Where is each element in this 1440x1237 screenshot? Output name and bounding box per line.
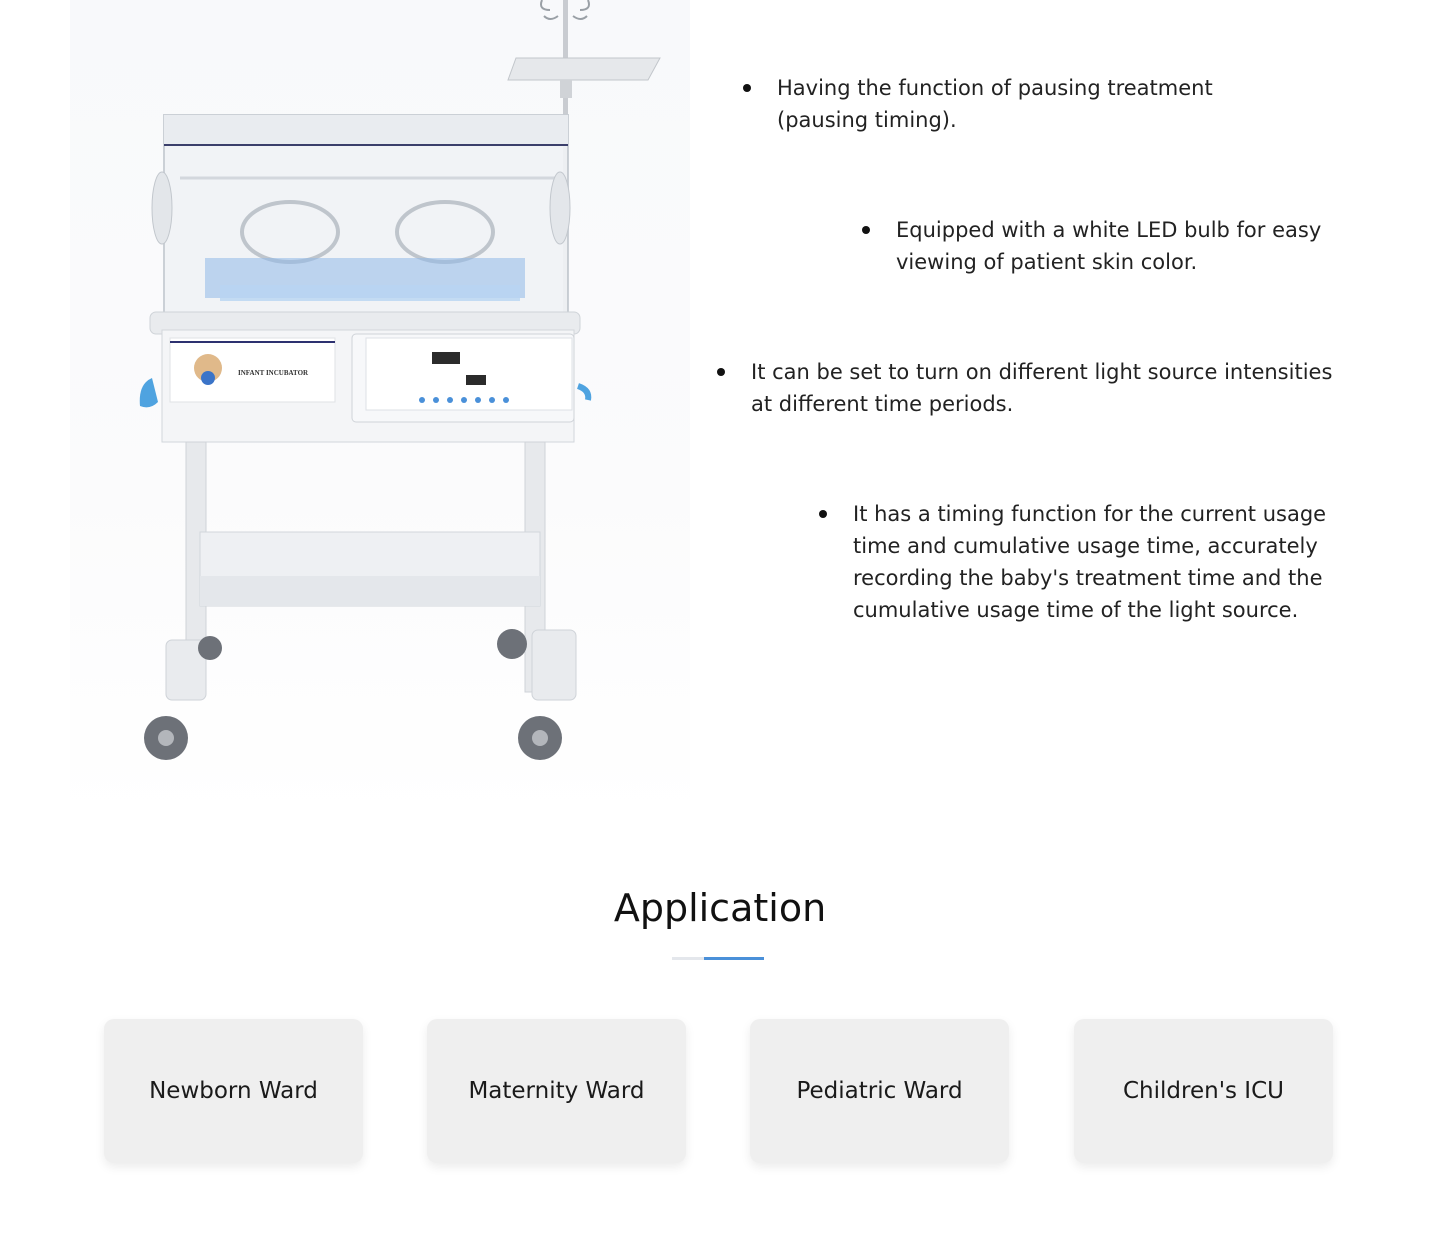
- divider-gray-segment: [672, 957, 704, 960]
- application-card-maternity-ward[interactable]: [427, 1019, 686, 1163]
- feature-text: It can be set to turn on different light source intensities at different time periods.: [751, 360, 1333, 416]
- bullet-dot-icon: [819, 510, 827, 518]
- application-card-newborn-ward[interactable]: [104, 1019, 363, 1163]
- feature-item: [819, 498, 1339, 626]
- divider-accent-segment: [704, 957, 764, 960]
- svg-text:INFANT INCUBATOR: INFANT INCUBATOR: [238, 369, 309, 377]
- application-card-label: Maternity Ward: [468, 1078, 645, 1104]
- application-card-label: Newborn Ward: [149, 1078, 318, 1104]
- feature-text: It has a timing function for the current usage time and cumulative usage time, accurately recording the baby's treatment time and the cumulative usage time of the light source.: [853, 502, 1327, 622]
- feature-text: Having the function of pausing treatment (pausing timing).: [777, 76, 1213, 132]
- bullet-dot-icon: [862, 226, 870, 234]
- incubator-hood: [152, 115, 570, 315]
- application-card-label: Children's ICU: [1123, 1078, 1284, 1104]
- feature-text: Equipped with a white LED bulb for easy viewing of patient skin color.: [896, 218, 1322, 274]
- application-title: Application: [613, 886, 827, 930]
- feature-item: [743, 72, 1263, 136]
- feature-item: [862, 214, 1382, 278]
- application-card-label: Pediatric Ward: [796, 1078, 963, 1104]
- incubator-stand: [144, 442, 576, 760]
- incubator-base: [140, 312, 589, 442]
- product-image: [70, 0, 690, 820]
- title-divider: [672, 957, 764, 960]
- application-card-childrens-icu[interactable]: [1074, 1019, 1333, 1163]
- bullet-dot-icon: [717, 368, 725, 376]
- application-cards: [104, 1019, 1334, 1163]
- feature-item: [717, 356, 1357, 420]
- bullet-dot-icon: [743, 84, 751, 92]
- application-card-pediatric-ward[interactable]: [750, 1019, 1009, 1163]
